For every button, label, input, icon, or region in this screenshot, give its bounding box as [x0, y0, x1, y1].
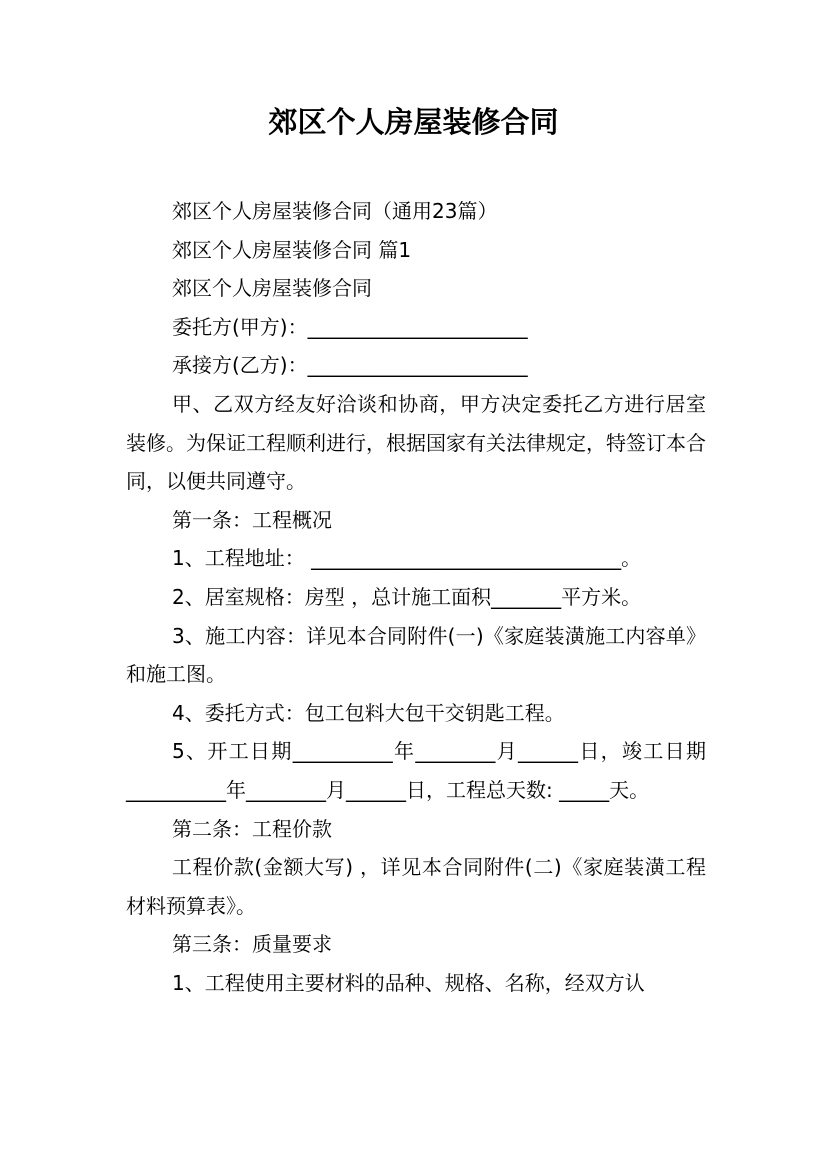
- document-body: [126, 192, 706, 1002]
- article-1-item-1: 1、工程地址： _______________________________。: [172, 546, 642, 571]
- article-2-text: 工程价款(金额大写) ，详见本合同附件(二)《家庭装潢工程材料预算表》。: [126, 855, 706, 918]
- paragraph-party-b: 承接方(乙方)：______________________: [172, 353, 528, 378]
- article-2-heading: 第二条：工程价款: [172, 816, 332, 841]
- article-3-heading: 第三条：质量要求: [172, 932, 332, 957]
- article-1-item-3: 3、施工内容：详见本合同附件(一)《家庭装潢施工内容单》和施工图。: [126, 623, 706, 687]
- article-1-heading: 第一条：工程概况: [172, 507, 332, 532]
- paragraph-contract-name: 郊区个人房屋装修合同: [172, 276, 372, 301]
- paragraph-preamble: 甲、乙双方经友好洽谈和协商，甲方决定委托乙方进行居室装修。为保证工程顺利进行，根据国家有关法律规定，特签订本合同，以便共同遵守。: [126, 391, 706, 494]
- article-1-item-2: 2、居室规格：房型 ，总计施工面积_______平方米。: [172, 584, 642, 609]
- paragraph-section-heading: 郊区个人房屋装修合同 篇1: [172, 237, 412, 262]
- paragraph-subtitle: 郊区个人房屋装修合同（通用23篇）: [172, 199, 498, 223]
- document-title: 郊区个人房屋装修合同: [268, 105, 559, 139]
- paragraph-party-a: 委托方(甲方)：______________________: [172, 314, 528, 339]
- article-3-item-1: 1、工程使用主要材料的品种、规格、名称，经双方认: [172, 970, 645, 995]
- article-1-item-5: 5、开工日期__________年________月______日，竣工日期__________年________月______日，工程总天数: _____天。: [126, 739, 706, 802]
- article-1-item-4: 4、委托方式：包工包料大包干交钥匙工程。: [172, 700, 565, 725]
